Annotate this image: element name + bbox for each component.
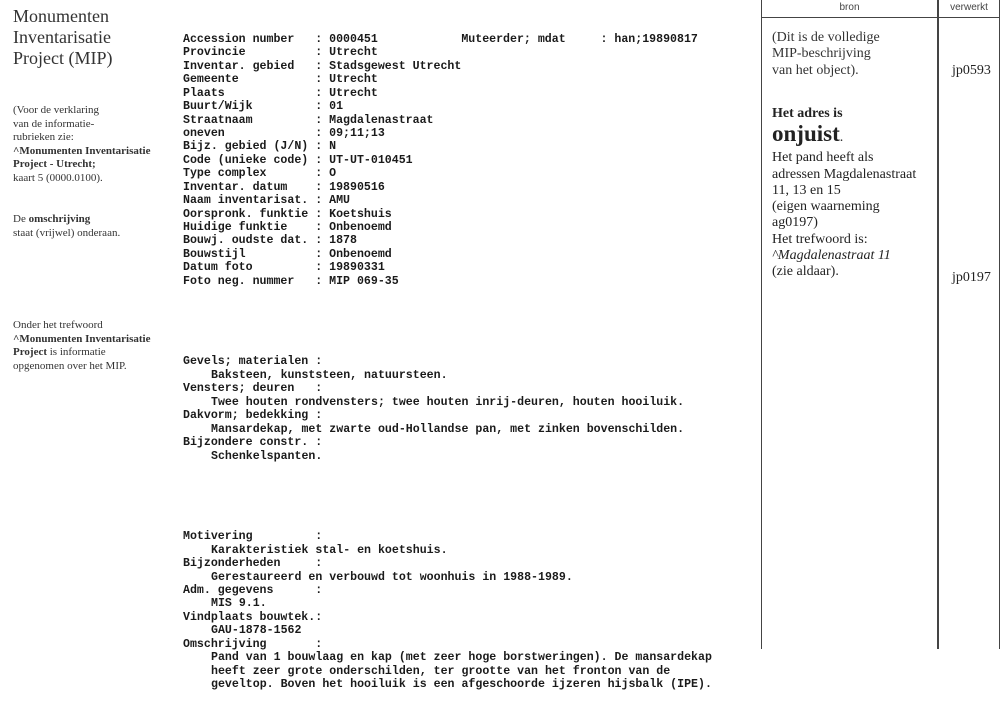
section-heading: Bijzonderheden :	[183, 557, 323, 571]
field-value: UT-UT-010451	[329, 153, 413, 167]
record-sections-2	[183, 530, 712, 691]
note-line: opgenomen over het MIP.	[13, 359, 127, 372]
entry-line: Het pand heeft als	[772, 150, 874, 166]
field-label: Accession number	[183, 32, 316, 46]
entry-line: Het trefwoord is:	[772, 231, 868, 247]
keyword-note	[13, 319, 178, 373]
entry-line: ag0197)	[772, 215, 818, 231]
section-heading: Motivering :	[183, 530, 323, 544]
field-value: Utrecht	[329, 46, 378, 60]
field-separator: :	[315, 207, 330, 221]
section-text: heeft zeer grote onderschilden, ter grootte van het fronton van de	[211, 664, 671, 678]
field-separator: :	[315, 234, 330, 248]
field-label: Provincie	[183, 46, 316, 60]
field-separator: :	[315, 194, 330, 208]
field-row	[183, 60, 712, 73]
field-row	[183, 46, 712, 59]
field-label: Naam inventarisat.	[183, 194, 316, 208]
section-text: Gerestaureerd en verbouwd tot woonhuis in 1988-1989.	[211, 570, 573, 584]
field-label: Oorspronk. funktie	[183, 207, 316, 221]
entry-line: (Dit is de volledige	[772, 30, 880, 45]
field-separator: :	[315, 86, 330, 100]
note-text: is informatie	[47, 346, 106, 358]
field-label: Inventar. datum	[183, 180, 316, 194]
field-value: 19890516	[329, 180, 385, 194]
field-value: AMU	[329, 194, 350, 208]
record-fields	[183, 33, 712, 288]
field-label: Buurt/Wijk	[183, 100, 316, 114]
field-separator: :	[315, 113, 330, 127]
entry-link[interactable]: ^Magdalenastraat 11	[772, 248, 891, 264]
left-margin	[13, 6, 178, 373]
field-row	[183, 248, 712, 261]
field-label: Code (unieke code)	[183, 153, 316, 167]
column-divider	[937, 0, 939, 649]
source-table	[761, 0, 1000, 649]
field-separator: :	[315, 59, 330, 73]
field-row	[183, 234, 712, 247]
section-heading: Adm. gegevens :	[183, 583, 323, 597]
field-row	[183, 194, 712, 207]
entry-code: jp0197	[952, 270, 991, 285]
field-separator: :	[315, 180, 330, 194]
field-value: 19890331	[329, 261, 385, 275]
field-label: Datum foto	[183, 261, 316, 275]
title-line: Project (MIP)	[13, 48, 113, 68]
field-separator: :	[315, 261, 330, 275]
section-text: geveltop. Boven het hooiluik is een afgeschoorde ijzeren hijsbalk (IPE).	[211, 678, 712, 692]
field-value: MIP 069-35	[329, 274, 399, 288]
section-heading: Gevels; materialen :	[183, 355, 323, 369]
field-value: Onbenoemd	[329, 247, 392, 261]
field-row	[183, 100, 712, 113]
section-text: Pand van 1 bouwlaag en kap (met zeer hoge borstweringen). De mansardekap	[211, 651, 712, 665]
note-line: (Voor de verklaring	[13, 104, 99, 116]
header-verwerkt: verwerkt	[950, 2, 988, 13]
field-value: N	[329, 140, 337, 154]
note-link[interactable]: Project	[13, 346, 47, 358]
field-value: Utrecht	[329, 86, 378, 100]
field-row	[183, 33, 712, 46]
title-line: Monumenten	[13, 6, 109, 26]
field-label: Type complex	[183, 167, 316, 181]
field-row	[183, 140, 712, 153]
section-text: Twee houten rondvensters; twee houten inrij-deuren, houten hooiluik.	[211, 395, 685, 409]
field-label: Inventar. gebied	[183, 59, 316, 73]
mip-record	[183, 6, 712, 705]
field-separator: :	[315, 100, 330, 114]
field-label: Bouwj. oudste dat.	[183, 234, 316, 248]
field-row	[183, 261, 712, 274]
field-row	[183, 154, 712, 167]
section-heading: Bijzondere constr. :	[183, 436, 323, 450]
note-link[interactable]: ^Monumenten Inventarisatie	[13, 144, 151, 157]
section-text: Mansardekap, met zwarte oud-Hollandse pan, met zinken bovenschilden.	[211, 422, 685, 436]
field-separator: :	[315, 126, 330, 140]
table-header	[762, 0, 999, 18]
field-label: Huidige funktie	[183, 221, 316, 235]
section-heading: Vensters; deuren :	[183, 382, 323, 396]
field-separator: :	[315, 167, 330, 181]
section-text: MIS 9.1.	[211, 597, 267, 611]
entry-line: (eigen waarneming	[772, 199, 880, 215]
entry-line: van het object).	[772, 62, 859, 78]
field-row	[183, 87, 712, 100]
field-separator: :	[315, 32, 330, 46]
field-separator: :	[315, 247, 330, 261]
field-label: Gemeente	[183, 73, 316, 87]
field-separator: :	[315, 46, 330, 60]
entry-line: adressen Magdalenastraat	[772, 166, 917, 182]
entry-line: (zie aldaar).	[772, 264, 839, 280]
field-row	[183, 181, 712, 194]
note-line: van de informatie-	[13, 117, 95, 130]
field-row	[183, 221, 712, 234]
entry-emphasis: onjuist	[772, 121, 840, 147]
note-bold: omschrijving	[28, 213, 91, 225]
field-row	[183, 208, 712, 221]
field-value: 0000451	[329, 32, 378, 46]
section-heading: Vindplaats bouwtek.:	[183, 610, 323, 624]
entry-line	[772, 122, 916, 150]
field-separator: :	[315, 73, 330, 87]
explanation-note	[13, 104, 178, 185]
field-row	[183, 127, 712, 140]
section-text: Baksteen, kunststeen, natuursteen.	[211, 368, 448, 382]
entry-code: jp0593	[952, 63, 991, 78]
entry-full-description	[772, 30, 880, 79]
note-line: Onder het trefwoord	[13, 319, 103, 331]
field-value: 01	[329, 100, 344, 114]
note-line	[13, 213, 178, 227]
entry-bold: Het adres is	[772, 106, 843, 121]
field-extra: Muteerder; mdat : han;19890817	[377, 32, 698, 46]
section-text: Schenkelspanten.	[211, 449, 323, 463]
section-text: GAU-1878-1562	[211, 624, 302, 638]
field-row	[183, 114, 712, 127]
entry-line: 11, 13 en 15	[772, 182, 841, 198]
field-separator: :	[315, 221, 330, 235]
description-note	[13, 213, 178, 240]
project-title	[13, 6, 178, 69]
field-value: Koetshuis	[329, 207, 392, 221]
field-value: Magdalenastraat	[329, 113, 434, 127]
record-sections-1	[183, 355, 712, 463]
field-separator: :	[315, 153, 330, 167]
note-line: kaart 5 (0000.0100).	[13, 171, 103, 184]
field-label: Plaats	[183, 86, 316, 100]
note-text: De	[13, 213, 29, 225]
field-row	[183, 167, 712, 180]
field-separator: :	[315, 140, 330, 154]
field-value: Stadsgewest Utrecht	[329, 59, 462, 73]
note-link[interactable]: ^Monumenten Inventarisatie	[13, 332, 151, 345]
entry-address-correction	[772, 106, 916, 281]
field-value: 09;11;13	[329, 126, 385, 140]
entry-line: MIP-beschrijving	[772, 46, 871, 62]
section-heading: Omschrijving :	[183, 637, 323, 651]
field-label: Straatnaam	[183, 113, 316, 127]
field-label: Bouwstijl	[183, 247, 316, 261]
entry-text: .	[839, 130, 844, 146]
note-line	[13, 346, 178, 360]
field-row	[183, 275, 712, 288]
header-bron: bron	[839, 2, 860, 13]
note-link[interactable]: Project - Utrecht;	[13, 158, 96, 170]
note-line: rubrieken zie:	[13, 131, 74, 143]
note-line: staat (vrijwel) onderaan.	[13, 226, 121, 239]
field-row	[183, 73, 712, 86]
field-label: Bijz. gebied (J/N)	[183, 140, 316, 154]
field-label: Foto neg. nummer	[183, 274, 316, 288]
field-value: Onbenoemd	[329, 221, 392, 235]
field-value: Utrecht	[329, 73, 378, 87]
field-value: O	[329, 167, 337, 181]
field-value: 1878	[329, 234, 357, 248]
title-line: Inventarisatie	[13, 27, 111, 47]
field-separator: :	[315, 274, 330, 288]
section-text: Karakteristiek stal- en koetshuis.	[211, 543, 448, 557]
section-heading: Dakvorm; bedekking :	[183, 409, 323, 423]
field-label: oneven	[183, 126, 316, 140]
